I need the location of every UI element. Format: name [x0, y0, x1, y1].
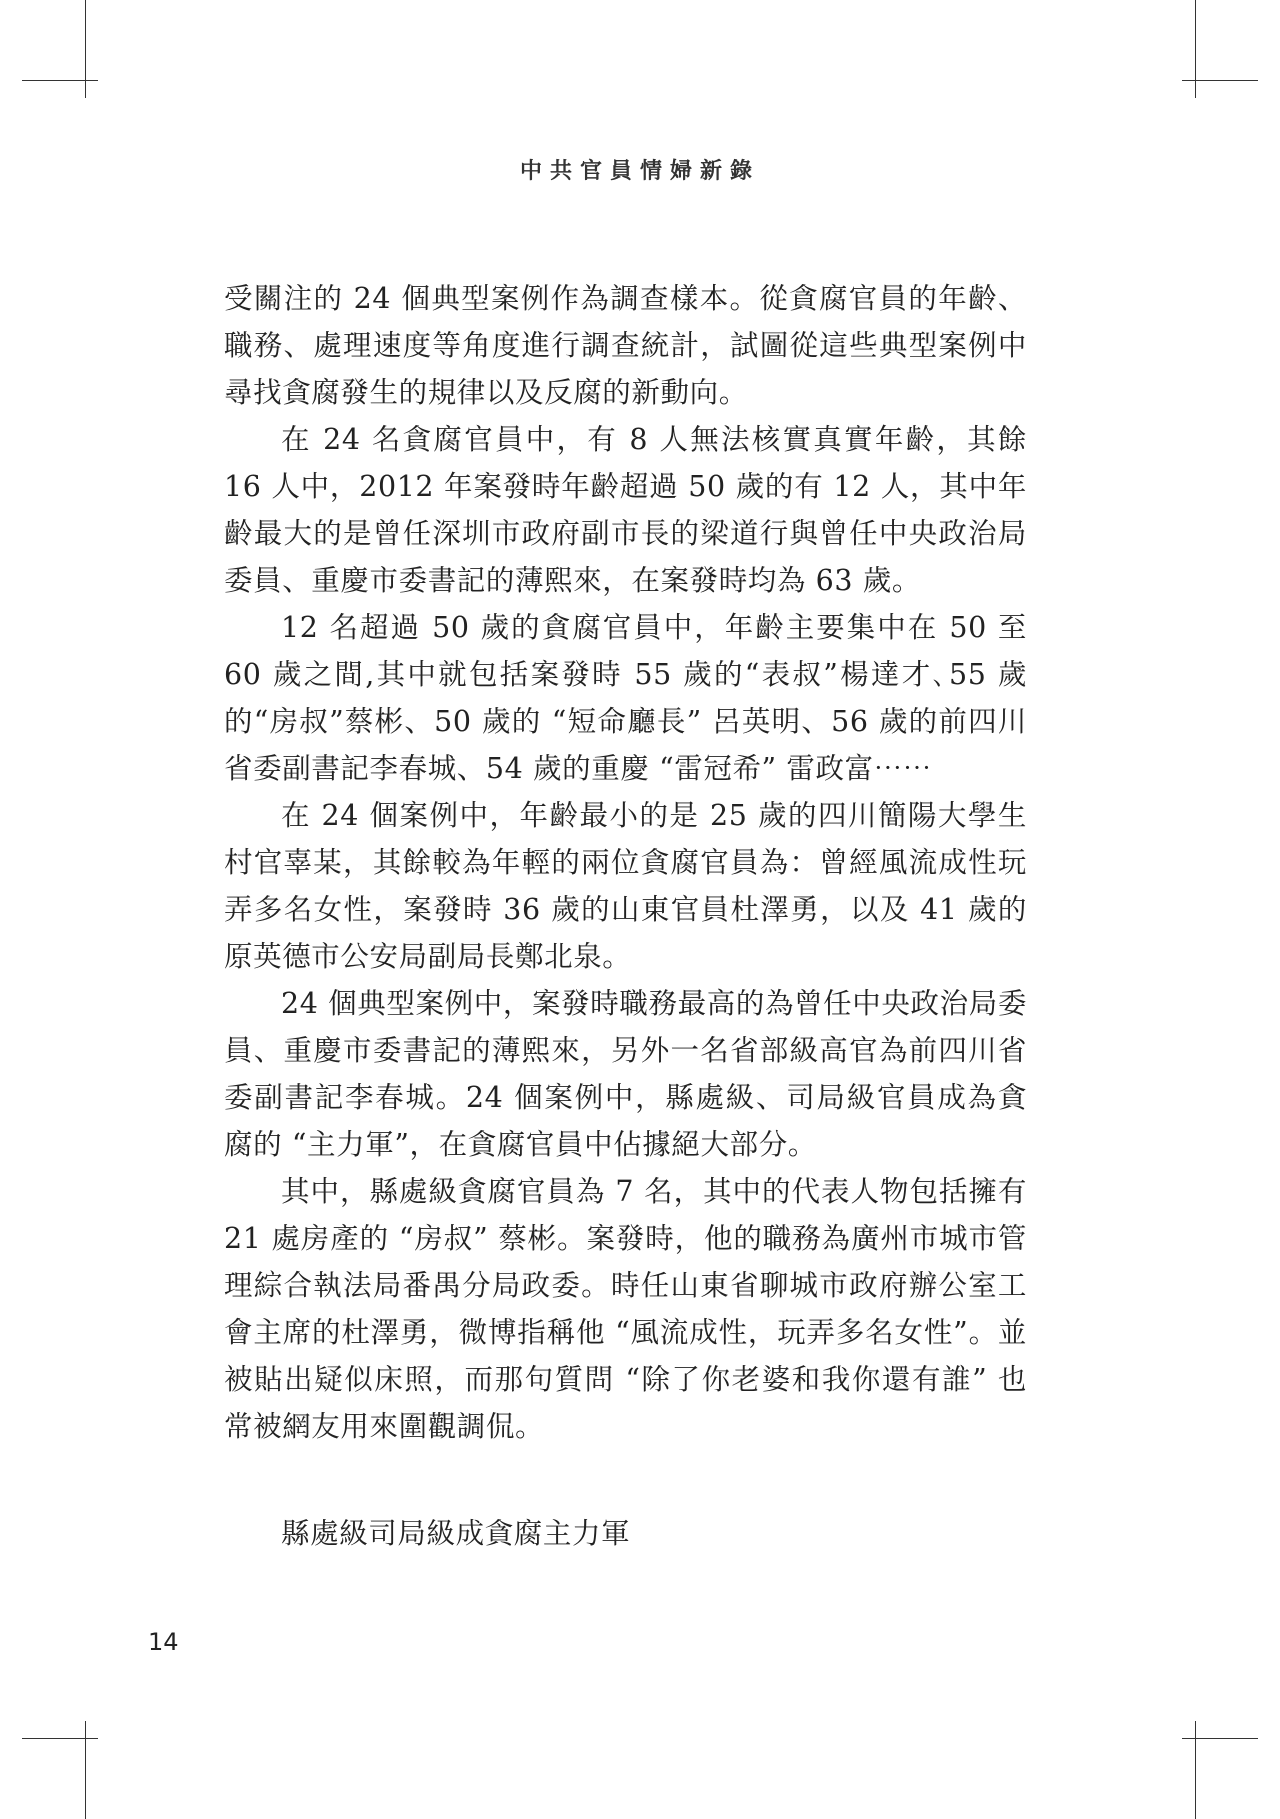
crop-mark: [22, 1738, 98, 1739]
crop-mark: [85, 0, 86, 98]
crop-mark: [1195, 0, 1196, 98]
crop-mark: [1195, 1721, 1196, 1819]
crop-mark: [22, 80, 98, 81]
section-heading: 縣處級司局級成貪腐主力軍: [281, 1517, 631, 1550]
paragraph: 12 名超過 50 歲的貪腐官員中，年齡主要集中在 50 至 60 歲之間,其中就包括案發時 55 歲的“表叔”楊達才､55 歲的“房叔”蔡彬、50 歲的 “短命廳長” 呂英明、56 歲的前四川省委副書記李春城、54 歲的重慶 “雷冠希” 雷政富⋯⋯: [224, 611, 1027, 785]
paragraph: 在 24 名貪腐官員中，有 8 人無法核實真實年齡，其餘 16 人中，2012 年案發時年齡超過 50 歲的有 12 人，其中年齡最大的是曾任深圳市政府副市長的梁道行與曾任中央政治局委員、重慶市委書記的薄熙來，在案發時均為 63 歲。: [224, 423, 1027, 597]
running-header: 中共官員情婦新錄: [519, 159, 760, 184]
paragraph: 24 個典型案例中，案發時職務最高的為曾任中央政治局委員、重慶市委書記的薄熙來，另外一名省部級高官為前四川省委副書記李春城。24 個案例中，縣處級、司局級官員成為貪腐的 “主力軍”，在貪腐官員中佔據絕大部分。: [224, 987, 1027, 1161]
page-number: 14: [148, 1628, 179, 1656]
paragraph: 在 24 個案例中，年齡最小的是 25 歲的四川簡陽大學生村官辜某，其餘較為年輕的兩位貪腐官員為：曾經風流成性玩弄多名女性，案發時 36 歲的山東官員杜澤勇，以及 41 歲的原英德市公安局副局長鄭北泉。: [224, 799, 1027, 973]
crop-mark: [85, 1721, 86, 1819]
body-text: [224, 275, 1027, 1450]
crop-mark: [1182, 1738, 1258, 1739]
paragraph: 受關注的 24 個典型案例作為調查樣本。從貪腐官員的年齡、職務、處理速度等角度進行調查統計，試圖從這些典型案例中尋找貪腐發生的規律以及反腐的新動向。: [224, 282, 1027, 409]
paragraph: 其中，縣處級貪腐官員為 7 名，其中的代表人物包括擁有 21 處房產的 “房叔” 蔡彬。案發時，他的職務為廣州市城市管理綜合執法局番禺分局政委。時任山東省聊城市政府辦公室工會主席的杜澤勇，微博指稱他 “風流成性，玩弄多名女性”。並被貼出疑似床照，而那句質問 “除了你老婆和我你還有誰” 也常被網友用來圍觀調侃。: [224, 1175, 1027, 1443]
crop-mark: [1182, 80, 1258, 81]
